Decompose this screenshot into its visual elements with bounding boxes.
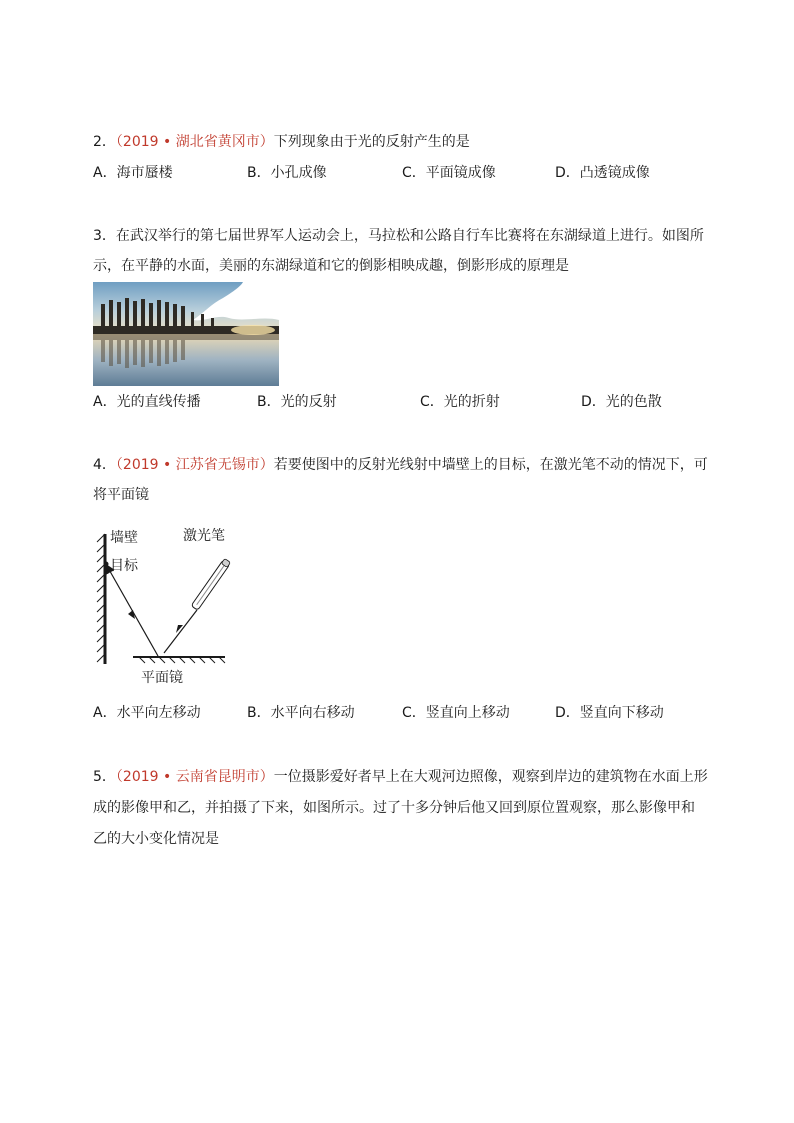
q3-option-a[interactable]: A．光的直线传播 (93, 394, 201, 410)
q4-option-d[interactable]: D．竖直向下移动 (555, 705, 664, 721)
question-text: 在武汉举行的第七届世界军人运动会上，马拉松和公路自行车比赛将在东湖绿道上进行。如图所 (115, 228, 704, 244)
target-label: 目标 (110, 558, 138, 574)
reflection-diagram (93, 522, 253, 692)
question-text: 一位摄影爱好者早上在大观河边照像，观察到岸边的建筑物在水面上形 (273, 769, 708, 785)
wall-label: 墙壁 (110, 530, 138, 546)
laser-pen (191, 558, 231, 610)
lake-reflection-photo (93, 282, 279, 386)
plane-mirror (133, 657, 225, 663)
question-5-stem-line3: 乙的大小变化情况是 (93, 831, 219, 847)
question-text: 下列现象由于光的反射产生的是 (273, 134, 470, 150)
wall (97, 534, 105, 664)
question-text: 若要使图中的反射光线射中墙壁上的目标，在激光笔不动的情况下，可 (273, 457, 708, 473)
target-dot (104, 562, 109, 567)
question-5-stem-line1 (93, 767, 708, 787)
q2-option-a[interactable]: A．海市蜃楼 (93, 165, 173, 181)
q3-option-b[interactable]: B．光的反射 (257, 394, 337, 410)
question-2-stem (93, 132, 470, 152)
question-number: 2． (93, 134, 116, 150)
question-source: （2019 • 湖北省黄冈市） (115, 134, 274, 150)
question-3-stem-line2: 示，在平静的水面，美丽的东湖绿道和它的倒影相映成趣，倒影形成的原理是 (93, 258, 569, 274)
q3-option-c[interactable]: C．光的折射 (420, 394, 500, 410)
incident-ray (164, 610, 197, 653)
q2-option-d[interactable]: D．凸透镜成像 (555, 165, 650, 181)
question-4-stem-line1 (93, 455, 708, 475)
q2-option-b[interactable]: B．小孔成像 (247, 165, 327, 181)
question-source: （2019 • 江苏省无锡市） (115, 457, 274, 473)
question-5-stem-line2: 成的影像甲和乙，并拍摄了下来，如图所示。过了十多分钟后他又回到原位置观察，那么影像甲和 (93, 800, 695, 816)
mirror-label: 平面镜 (141, 670, 183, 686)
question-3-stem-line1 (93, 226, 704, 246)
question-number: 4． (93, 457, 116, 473)
q3-option-d[interactable]: D．光的色散 (581, 394, 662, 410)
q4-option-c[interactable]: C．竖直向上移动 (402, 705, 510, 721)
question-4-stem-line2: 将平面镜 (93, 487, 149, 503)
question-source: （2019 • 云南省昆明市） (115, 769, 274, 785)
q2-option-c[interactable]: C．平面镜成像 (402, 165, 496, 181)
laser-pen-label: 激光笔 (183, 528, 225, 544)
q4-option-a[interactable]: A．水平向左移动 (93, 705, 201, 721)
question-number: 3． (93, 228, 116, 244)
question-number: 5． (93, 769, 116, 785)
q4-option-b[interactable]: B．水平向右移动 (247, 705, 355, 721)
